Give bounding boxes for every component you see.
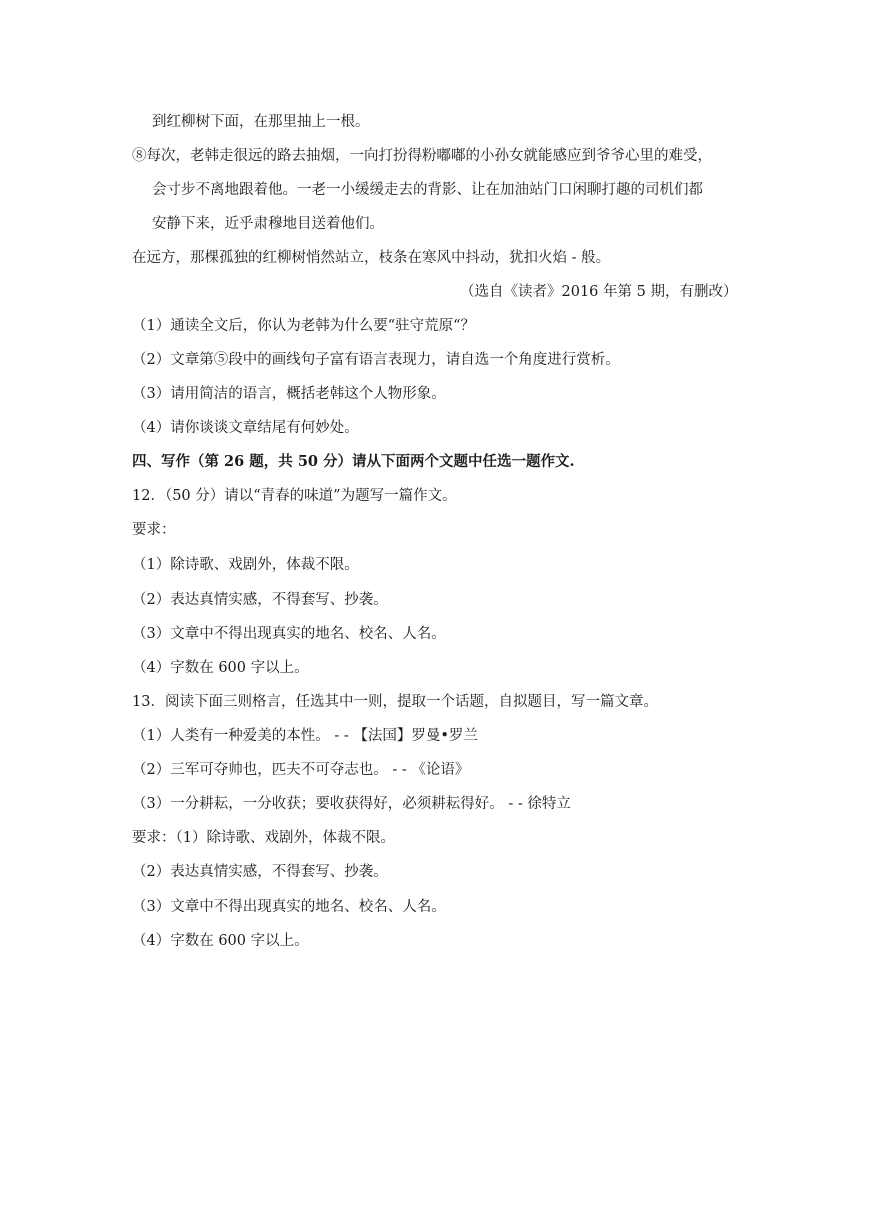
requirement-item: （3）文章中不得出现真实的地名、校名、人名。 — [132, 899, 446, 915]
question-item: 12．（50 分）请以“青春的味道”为题写一篇作文。 — [132, 488, 457, 504]
question-item: （3）请用简洁的语言，概括老韩这个人物形象。 — [132, 386, 446, 402]
requirement-item: 要求：（1）除诗歌、戏剧外，体裁不限。 — [132, 830, 395, 846]
requirement-item: （4）字数在 600 字以上。 — [132, 933, 309, 949]
text-line: 在远方，那棵孤独的红柳树悄然站立，枝条在寒风中抖动，犹扣火焰 - 般。 — [132, 250, 611, 266]
requirement-label: 要求： — [132, 522, 176, 538]
quote-item: （2）三军可夺帅也，匹夫不可夺志也。 - - 《论语》 — [132, 762, 470, 778]
source-citation: （选自《读者》2016 年第 5 期，有删改） — [460, 284, 738, 300]
quote-item: （1）人类有一种爱美的本性。 - - 【法国】罗曼•罗兰 — [132, 728, 478, 744]
text-line: ⑧每次，老韩走很远的路去抽烟，一向打扮得粉嘟嘟的小孙女就能感应到爷爷心里的难受， — [132, 148, 712, 164]
requirement-item: （3）文章中不得出现真实的地名、校名、人名。 — [132, 626, 446, 642]
text-line: 会寸步不离地跟着他。一老一小缓缓走去的背影、让在加油站门口闲聊打趣的司机们都 — [152, 182, 703, 198]
requirement-item: （4）字数在 600 字以上。 — [132, 660, 309, 676]
question-item: （1）通读全文后，你认为老韩为什么要“驻守荒原“？ — [132, 318, 476, 334]
question-item: （4）请你谈谈文章结尾有何妙处。 — [132, 420, 359, 436]
section-heading: 四、写作（第 26 题，共 50 分）请从下面两个文题中任选一题作文. — [132, 453, 575, 470]
requirement-item: （1）除诗歌、戏剧外，体裁不限。 — [132, 557, 359, 573]
text-line: 安静下来，近乎肃穆地目送着他们。 — [152, 216, 384, 232]
requirement-item: （2）表达真情实感，不得套写、抄袭。 — [132, 592, 388, 608]
question-item: 13．阅读下面三则格言，任选其中一则，提取一个话题，自拟题目，写一篇文章。 — [132, 694, 658, 710]
text-line: 到红柳树下面，在那里抽上一根。 — [152, 114, 370, 130]
requirement-item: （2）表达真情实感，不得套写、抄袭。 — [132, 864, 388, 880]
question-item: （2）文章第⑤段中的画线句子富有语言表现力，请自选一个角度进行赏析。 — [132, 352, 620, 368]
quote-item: （3）一分耕耘，一分收获；要收获得好，必须耕耘得好。 - - 徐特立 — [132, 796, 571, 812]
